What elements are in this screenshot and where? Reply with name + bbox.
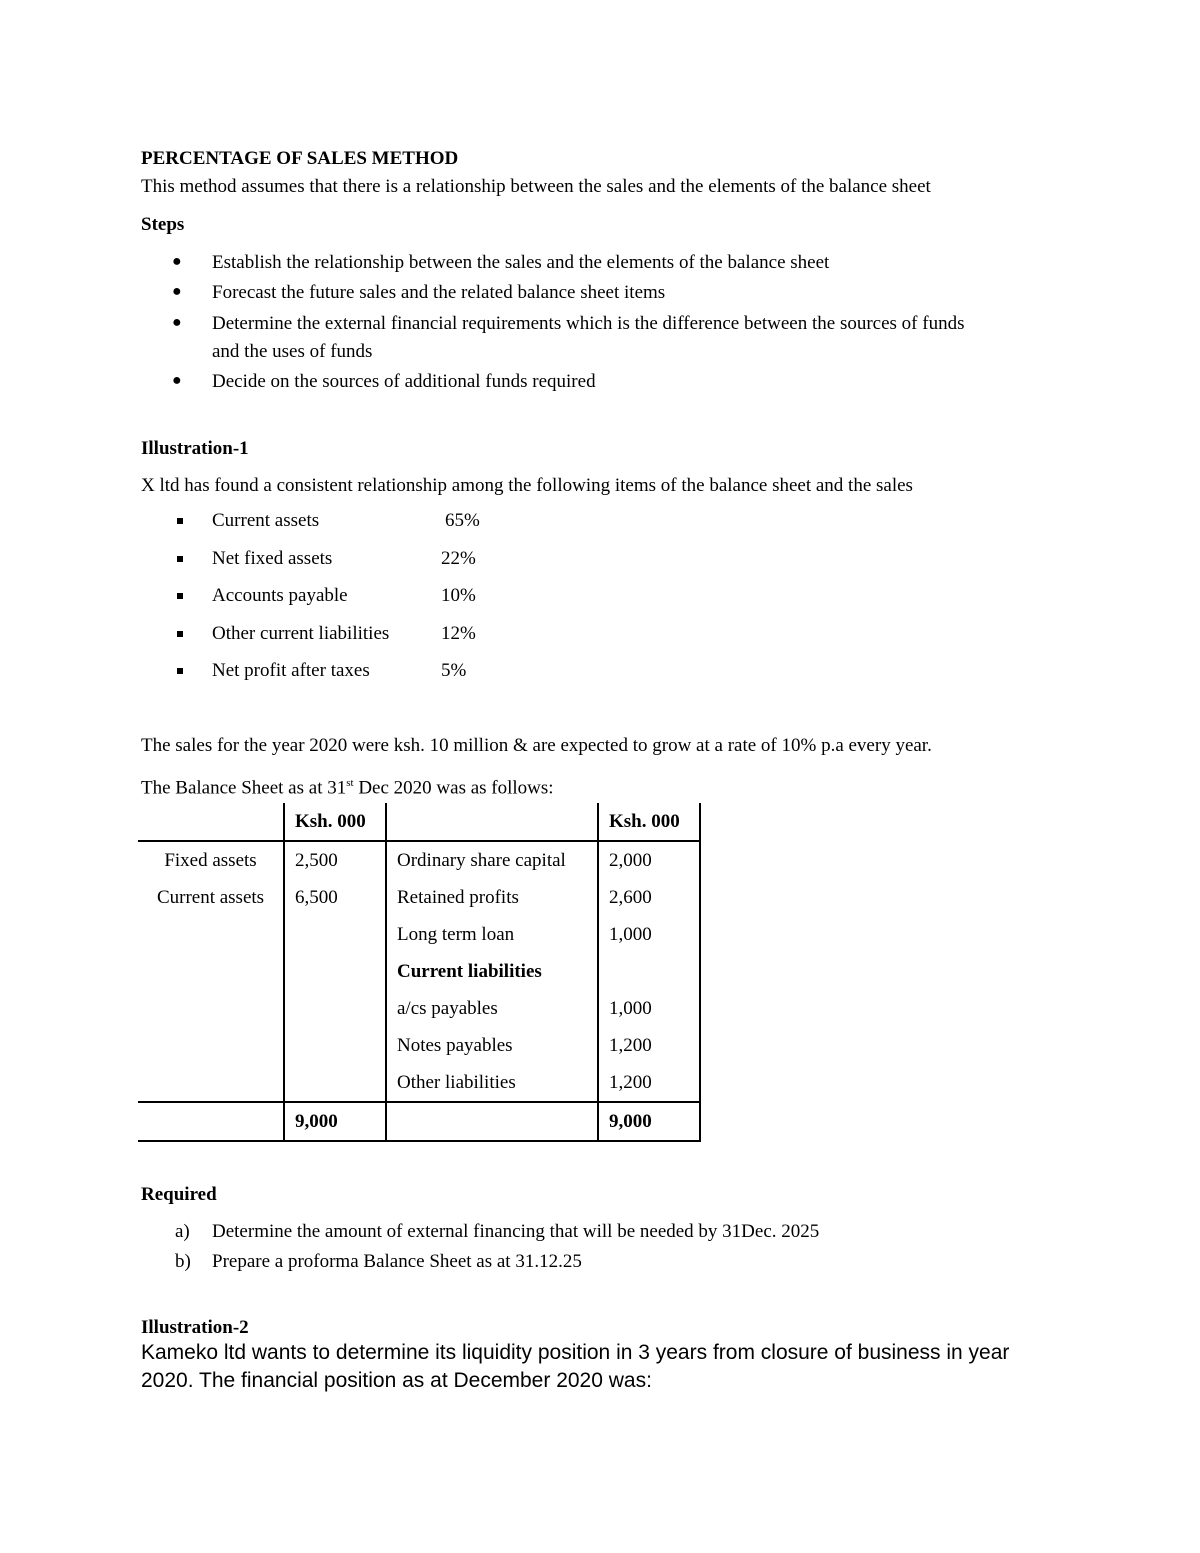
balance-sheet-intro-text: The Balance Sheet as at 31 (141, 777, 347, 799)
list-marker: b) (175, 1251, 191, 1272)
table-header-cell: Ksh. 000 (598, 803, 700, 841)
table-total-row (138, 1102, 700, 1141)
table-cell: Ordinary share capital (386, 841, 598, 879)
table-row (138, 953, 700, 990)
table-cell (138, 1102, 284, 1141)
table-cell: Retained profits (386, 879, 598, 916)
balance-sheet-table (138, 803, 701, 1142)
ratio-value: 5% (441, 660, 467, 681)
list-marker: a) (175, 1221, 190, 1242)
sales-text: The sales for the year 2020 were ksh. 10 million & are expected to grow at a rate of 10% p.a every year. (141, 735, 932, 756)
list-item: Decide on the sources of additional funds required (212, 371, 596, 392)
table-cell: Notes payables (386, 1027, 598, 1064)
illustration-2-heading: Illustration-2 (141, 1317, 249, 1338)
table-subheading-cell: Current liabilities (386, 953, 598, 990)
ratio-label: Net fixed assets (212, 548, 333, 569)
table-cell (138, 916, 284, 953)
table-row (138, 841, 700, 879)
table-cell: 1,200 (598, 1027, 700, 1064)
intro-text: This method assumes that there is a relationship between the sales and the elements of the balance sheet (141, 176, 931, 197)
table-cell: 2,600 (598, 879, 700, 916)
table-cell (598, 953, 700, 990)
table-row (138, 916, 700, 953)
table-cell (138, 1027, 284, 1064)
square-bullet-icon (177, 668, 183, 674)
table-cell: 2,500 (284, 841, 386, 879)
table-total-cell: 9,000 (598, 1102, 700, 1141)
bullet-icon: ● (172, 253, 182, 270)
table-row (138, 1064, 700, 1102)
table-cell (138, 953, 284, 990)
table-cell (284, 1064, 386, 1102)
table-cell: a/cs payables (386, 990, 598, 1027)
list-item: Forecast the future sales and the related balance sheet items (212, 282, 666, 303)
superscript: st (346, 777, 354, 789)
table-cell (138, 803, 284, 841)
table-cell: 1,000 (598, 916, 700, 953)
table-header-cell: Ksh. 000 (284, 803, 386, 841)
illustration-1-intro: X ltd has found a consistent relationship among the following items of the balance sheet and the sales (141, 475, 913, 496)
steps-heading: Steps (141, 214, 185, 235)
ratio-value: 65% (445, 510, 480, 531)
balance-sheet-intro (141, 771, 554, 800)
ratio-label: Other current liabilities (212, 623, 390, 644)
ratio-label: Net profit after taxes (212, 660, 370, 681)
table-cell (138, 1064, 284, 1102)
table-cell: 2,000 (598, 841, 700, 879)
table-row (138, 879, 700, 916)
table-cell: Long term loan (386, 916, 598, 953)
table-cell (284, 953, 386, 990)
list-item: Determine the external financial requirements which is the difference between the sources of funds (212, 313, 965, 334)
balance-sheet-intro-text: Dec 2020 was as follows: (353, 777, 554, 799)
table-cell (284, 990, 386, 1027)
bullet-icon: ● (172, 314, 182, 331)
required-heading: Required (141, 1184, 217, 1205)
table-cell (138, 990, 284, 1027)
table-cell: Current assets (156, 886, 265, 908)
page-title: PERCENTAGE OF SALES METHOD (141, 148, 459, 169)
square-bullet-icon (177, 518, 183, 524)
table-header-row (138, 803, 700, 841)
table-cell: Other liabilities (386, 1064, 598, 1102)
table-row (138, 990, 700, 1027)
square-bullet-icon (177, 556, 183, 562)
table-cell: 1,000 (598, 990, 700, 1027)
ratio-label: Accounts payable (212, 585, 348, 606)
square-bullet-icon (177, 631, 183, 637)
ratio-label: Current assets (212, 510, 320, 531)
table-row (138, 1027, 700, 1064)
bullet-icon: ● (172, 372, 182, 389)
ratio-value: 22% (441, 548, 476, 569)
table-cell (284, 916, 386, 953)
table-cell (386, 803, 598, 841)
illustration-2-text: 2020. The financial position as at December 2020 was: (141, 1369, 652, 1392)
table-cell (284, 1027, 386, 1064)
table-cell: 6,500 (284, 879, 386, 916)
table-total-cell: 9,000 (284, 1102, 386, 1141)
table-cell (386, 1102, 598, 1141)
list-item: Determine the amount of external financing that will be needed by 31Dec. 2025 (212, 1221, 820, 1242)
square-bullet-icon (177, 593, 183, 599)
ratio-value: 10% (441, 585, 476, 606)
illustration-1-heading: Illustration-1 (141, 438, 249, 459)
illustration-2-text: Kameko ltd wants to determine its liquidity position in 3 years from closure of business in year (141, 1341, 1010, 1364)
ratio-value: 12% (441, 623, 476, 644)
list-item: Prepare a proforma Balance Sheet as at 31.12.25 (212, 1251, 582, 1272)
list-item: Establish the relationship between the sales and the elements of the balance sheet (212, 252, 830, 273)
bullet-icon: ● (172, 283, 182, 300)
table-cell: Fixed assets (164, 849, 257, 871)
table-cell: 1,200 (598, 1064, 700, 1102)
list-item-continued: and the uses of funds (212, 341, 373, 362)
